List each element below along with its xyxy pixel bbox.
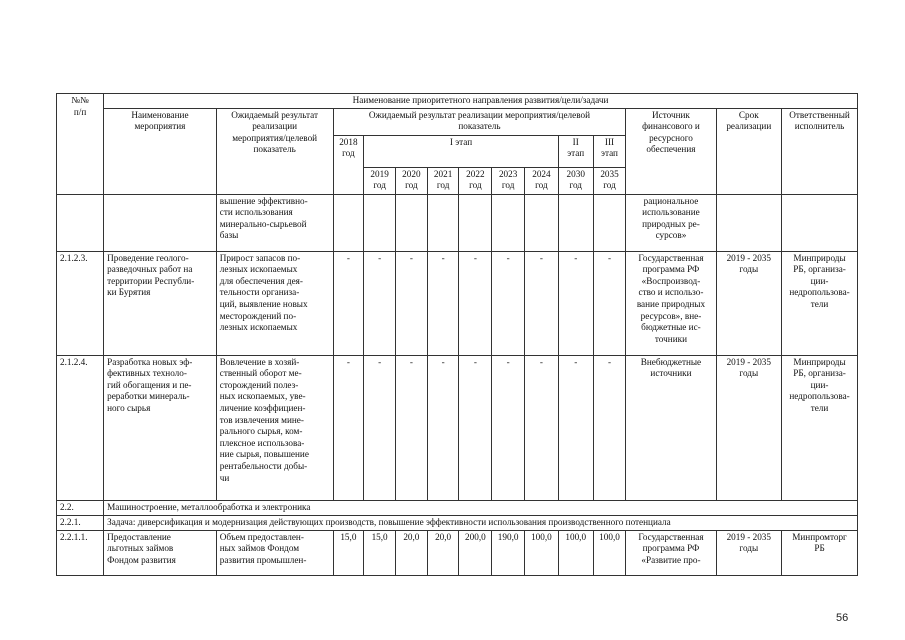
row-num: 2.2.1.1. [57,530,104,575]
row-value: - [333,251,364,355]
row-value: - [364,355,396,500]
row-value: 20,0 [395,530,427,575]
row-value: - [395,355,427,500]
row-value [395,194,427,251]
header-year: 2021 год [427,167,459,194]
header-year: 2020 год [395,167,427,194]
row-term: 2019 - 2035 годы [716,355,782,500]
row-source: рациональное использование природных ре- сурсов» [626,194,716,251]
row-value: 15,0 [333,530,364,575]
header-executor: Ответственный исполнитель [782,108,858,194]
row-value: - [593,355,626,500]
row-num: 2.1.2.3. [57,251,104,355]
header-event-name: Наименование мероприятия [104,108,217,194]
header-year: 2030 год [558,167,593,194]
row-value: 20,0 [427,530,459,575]
row-executor: Минпромторг РБ [782,530,858,575]
row-value [492,194,525,251]
header-year: 2019 год [364,167,396,194]
header-priority-direction: Наименование приоритетного направления развития/цели/задачи [104,94,858,109]
section-row [57,500,858,515]
header-expected-result: Ожидаемый результат реализации мероприятия/целевой показатель [216,108,333,194]
header-funding-source: Источник финансового и ресурсного обеспечения [626,108,716,194]
row-value: - [333,355,364,500]
row-value: - [395,251,427,355]
row-value: - [427,355,459,500]
row-result: Прирост запасов по- лезных ископаемых для обеспечения дея- тельности организа- ций, выявление новых месторождений по- лезных ископаемых [216,251,333,355]
row-value: - [492,251,525,355]
row-value [333,194,364,251]
row-value [364,194,396,251]
row-value: - [593,251,626,355]
section-num: 2.2. [57,500,104,515]
row-value: - [427,251,459,355]
row-value: - [364,251,396,355]
row-value: - [525,355,559,500]
row-executor: Минприроды РБ, организа- ции- недропользова- тели [782,251,858,355]
row-result: Объем предоставлен- ных займов Фондом развития промышлен- [216,530,333,575]
row-executor [782,194,858,251]
row-value: - [492,355,525,500]
row-value: - [558,355,593,500]
header-year-2018: 2018 год [333,135,364,194]
row-name: Разработка новых эф- фективных техноло- гий обогащения и пе- реработки минераль- ного сырья [104,355,217,500]
header-year: 2035 год [593,167,626,194]
task-row [57,515,858,530]
row-source: Государственная программа РФ «Воспроизвод- ство и использо- вание природных ресурсов», вне- бюджетные ис- точники [626,251,716,355]
row-num [57,194,104,251]
row-value: 15,0 [364,530,396,575]
section-title: Машиностроение, металлообработка и электроника [104,500,858,515]
row-name: Проведение геолого- разведочных работ на территории Республи- ки Бурятия [104,251,217,355]
row-value: 100,0 [593,530,626,575]
table-row [57,194,858,251]
row-value: - [525,251,559,355]
task-title: Задача: диверсификация и модернизация действующих производств, повышение эффективности использования производственного потенциала [104,515,858,530]
table-row [57,355,858,500]
row-term [716,194,782,251]
row-term: 2019 - 2035 годы [716,530,782,575]
header-term: Срок реализации [716,108,782,194]
row-name [104,194,217,251]
row-value [427,194,459,251]
header-year: 2022 год [459,167,492,194]
row-value: 200,0 [459,530,492,575]
header-stage-2: II этап [558,135,593,167]
row-result: вышение эффективно- сти использования минерально-сырьевой базы [216,194,333,251]
row-name: Предоставление льготных займов Фондом развития [104,530,217,575]
row-value: - [558,251,593,355]
header-year: 2024 год [525,167,559,194]
row-value [558,194,593,251]
row-num: 2.1.2.4. [57,355,104,500]
table-row [57,251,858,355]
row-result: Вовлечение в хозяй- ственный оборот ме- сторождений полез- ных ископаемых, уве- личение коэффициен- тов извлечения мине- рального сырья, ком- плексное использова- ние сырья, повышение рентабельности добы- чи [216,355,333,500]
row-value [459,194,492,251]
row-source: Государственная программа РФ «Развитие про- [626,530,716,575]
header-year: 2023 год [492,167,525,194]
row-value: 100,0 [558,530,593,575]
row-value: 100,0 [525,530,559,575]
row-executor: Минприроды РБ, организа- ции- недропользова- тели [782,355,858,500]
task-num: 2.2.1. [57,515,104,530]
row-value [593,194,626,251]
header-stage-1: I этап [364,135,559,167]
row-value: - [459,251,492,355]
plan-table [56,93,858,576]
row-source: Внебюджетные источники [626,355,716,500]
page-number: 56 [836,612,849,624]
row-term: 2019 - 2035 годы [716,251,782,355]
header-num: №№ п/п [57,94,104,195]
row-value: - [459,355,492,500]
row-value: 190,0 [492,530,525,575]
table-row [57,530,858,575]
row-value [525,194,559,251]
header-expected-result-group: Ожидаемый результат реализации мероприятия/целевой показатель [333,108,626,135]
header-stage-3: III этап [593,135,626,167]
